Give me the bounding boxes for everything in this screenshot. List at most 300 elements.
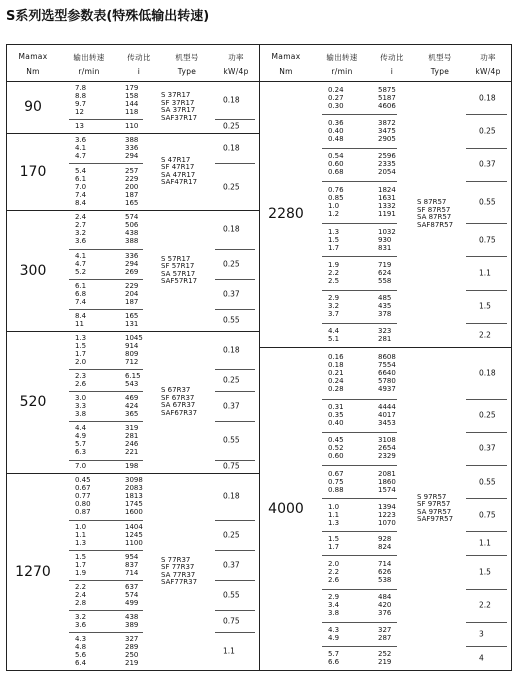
gear-ratio: 165 [125, 312, 139, 321]
gear-ratio: 327 [378, 625, 392, 634]
table-row [75, 199, 138, 207]
table-row [328, 327, 391, 335]
gear-ratio: 435 [378, 302, 392, 311]
power-value: 3 [479, 629, 484, 639]
output-speed: 6.1 [75, 174, 87, 183]
output-speed: 2.0 [75, 358, 87, 367]
output-speed: 1.7 [75, 350, 87, 359]
gear-ratio: 219 [125, 658, 139, 667]
output-speed: 2.6 [75, 380, 87, 389]
output-speed: 2.2 [328, 568, 340, 577]
speed-ratio-rows [75, 167, 138, 207]
gear-ratio: 469 [125, 394, 139, 403]
table-row [75, 252, 138, 260]
model-type: S 47R17 [161, 155, 191, 164]
model-type: SAF77R37 [161, 578, 198, 586]
gear-ratio: 281 [125, 432, 139, 441]
header-mamax: Mamax [271, 52, 301, 61]
table-row [75, 136, 138, 144]
header-speed: 输出转速 [73, 53, 105, 62]
sub-divider [466, 223, 507, 224]
output-speed: 13 [75, 122, 84, 131]
table-row [328, 519, 396, 527]
output-speed: 9.7 [75, 100, 87, 109]
gear-ratio: 2329 [378, 452, 396, 461]
speed-ratio-rows [75, 282, 138, 306]
sub-divider [322, 323, 397, 324]
speed-ratio-rows [328, 593, 391, 617]
output-speed: 3.8 [75, 410, 87, 419]
model-type: S 57R17 [161, 254, 191, 263]
table-row [328, 511, 396, 519]
gear-ratio: 3475 [378, 126, 396, 135]
gear-ratio: 165 [125, 198, 139, 207]
model-type: SF 37R17 [161, 98, 195, 107]
sub-divider [466, 622, 507, 623]
output-speed: 0.24 [328, 85, 344, 94]
output-speed: 1.5 [328, 535, 340, 544]
output-speed: 2.2 [75, 582, 87, 591]
table-row [328, 261, 391, 269]
table-row [328, 127, 396, 135]
sub-divider [69, 460, 143, 461]
table-row [328, 119, 396, 127]
table-row [328, 353, 396, 361]
output-speed: 7.0 [75, 182, 87, 191]
output-speed: 0.30 [328, 101, 344, 110]
table-row [328, 543, 391, 551]
table-row [75, 432, 138, 440]
sub-divider [322, 465, 397, 466]
speed-ratio-rows [75, 523, 143, 547]
table-row [328, 186, 396, 194]
table-row [75, 613, 138, 621]
gear-ratio: 365 [125, 410, 139, 419]
power-value: 2.2 [479, 330, 491, 340]
torque-group [7, 331, 259, 474]
sub-divider [69, 279, 143, 280]
output-speed: 8.4 [75, 198, 87, 207]
gear-ratio: 2905 [378, 134, 396, 143]
output-speed: 2.0 [328, 560, 340, 569]
sub-divider [322, 181, 397, 182]
table-row [328, 650, 391, 658]
header-power: 功率 [228, 53, 244, 62]
speed-ratio-rows [328, 403, 396, 427]
speed-ratio-rows [328, 152, 396, 176]
output-speed: 2.3 [75, 372, 87, 381]
model-types [417, 199, 453, 229]
output-speed: 4.9 [328, 633, 340, 642]
sub-divider [322, 622, 397, 623]
output-speed: 0.40 [328, 126, 344, 135]
gear-ratio: 336 [125, 251, 139, 260]
sub-divider [322, 114, 397, 115]
output-speed: 6.6 [328, 657, 340, 666]
speed-ratio-rows [75, 334, 143, 366]
gear-ratio: 1631 [378, 193, 396, 202]
table-row [75, 108, 138, 116]
table-row [75, 462, 138, 470]
gear-ratio: 1191 [378, 209, 396, 218]
speed-ratio-rows [328, 436, 396, 460]
header-power-unit: kW/4p [475, 67, 501, 76]
model-type: S 97R57 [417, 492, 447, 501]
table-row [75, 183, 138, 191]
gear-ratio: 485 [378, 294, 392, 303]
table-row [75, 402, 138, 410]
gear-ratio: 3098 [125, 476, 143, 485]
sub-divider [322, 498, 397, 499]
power-value: 0.37 [479, 443, 496, 453]
speed-ratio-rows [75, 312, 138, 328]
right-table-header [260, 45, 511, 82]
output-speed: 2.2 [328, 269, 340, 278]
sub-divider [69, 119, 143, 120]
gear-ratio: 287 [378, 633, 392, 642]
output-speed: 4.3 [328, 625, 340, 634]
speed-ratio-rows [75, 462, 138, 470]
output-speed: 7.4 [75, 190, 87, 199]
table-row [328, 419, 396, 427]
gear-ratio: 294 [125, 259, 139, 268]
table-row [328, 302, 391, 310]
power-value: 0.75 [223, 461, 240, 471]
gear-ratio: 187 [125, 297, 139, 306]
sub-divider [215, 632, 255, 633]
output-speed: 2.4 [75, 213, 87, 222]
torque-value: 1270 [15, 563, 51, 580]
speed-ratio-rows [75, 84, 138, 116]
output-speed: 5.4 [75, 166, 87, 175]
gear-ratio: 336 [125, 144, 139, 153]
output-speed: 1.5 [328, 235, 340, 244]
table-row [328, 210, 396, 218]
gear-ratio: 221 [125, 448, 139, 457]
power-value: 0.75 [479, 235, 496, 245]
output-speed: 4.7 [75, 259, 87, 268]
power-value: 1.1 [479, 538, 491, 548]
sub-divider [322, 148, 397, 149]
speed-ratio-rows [328, 86, 396, 110]
page-title: S系列选型参数表(特殊低输出转速) [6, 9, 210, 24]
output-speed: 1.9 [328, 261, 340, 270]
power-value: 1.5 [479, 301, 491, 311]
gear-ratio: 179 [125, 84, 139, 93]
output-speed: 4.4 [328, 326, 340, 335]
table-row [75, 424, 138, 432]
output-speed: 0.85 [328, 193, 344, 202]
table-row [328, 152, 396, 160]
gear-ratio: 626 [378, 568, 392, 577]
sub-divider [466, 465, 507, 466]
power-value: 0.18 [223, 491, 240, 501]
header-mamax: Mamax [18, 52, 48, 61]
output-speed: 12 [75, 108, 84, 117]
table-row [75, 334, 143, 342]
gear-ratio: 954 [125, 552, 139, 561]
power-value: 0.55 [223, 315, 240, 325]
model-type: SA 57R17 [161, 269, 196, 278]
table-row [328, 626, 391, 634]
power-value: 0.25 [223, 121, 240, 131]
speed-ratio-rows [75, 635, 138, 667]
model-type: SA 77R37 [161, 570, 196, 579]
speed-ratio-rows [75, 122, 138, 130]
output-speed: 1.1 [328, 510, 340, 519]
sub-divider [69, 309, 143, 310]
gear-ratio: 930 [378, 235, 392, 244]
speed-ratio-rows [75, 394, 138, 418]
gear-ratio: 4017 [378, 411, 396, 420]
power-value: 0.18 [479, 368, 496, 378]
power-value: 0.25 [223, 259, 240, 269]
sub-divider [322, 531, 397, 532]
model-type: SAF57R17 [161, 277, 198, 285]
table-row [75, 569, 138, 577]
gear-ratio: 558 [378, 277, 392, 286]
output-speed: 0.54 [328, 152, 344, 161]
table-row [75, 175, 138, 183]
model-type: SA 67R37 [161, 401, 196, 409]
sub-divider [69, 369, 143, 370]
torque-group [7, 133, 259, 211]
table-row [328, 194, 396, 202]
gear-ratio: 5187 [378, 93, 396, 102]
table-row [328, 361, 396, 369]
model-type: SF 97R57 [417, 500, 451, 508]
header-nm: Nm [26, 67, 40, 76]
header-power-unit: kW/4p [223, 67, 249, 76]
gear-ratio: 624 [378, 269, 392, 278]
table-row [328, 294, 391, 302]
table-row [328, 601, 391, 609]
output-speed: 0.87 [75, 508, 91, 517]
sub-divider [69, 163, 143, 164]
table-row [328, 403, 396, 411]
sub-divider [215, 279, 255, 280]
sub-divider [215, 119, 255, 120]
sub-divider [69, 391, 143, 392]
power-value: 0.18 [223, 143, 240, 153]
torque-group [7, 473, 259, 670]
gear-ratio: 229 [125, 281, 139, 290]
table-row [328, 385, 396, 393]
sub-divider [322, 399, 397, 400]
table-row [328, 168, 396, 176]
output-speed: 0.35 [328, 411, 344, 420]
table-row [328, 411, 396, 419]
torque-group [7, 210, 259, 332]
model-type: SF 47R17 [161, 163, 195, 171]
output-speed: 4.1 [75, 144, 87, 153]
sub-divider [466, 589, 507, 590]
table-row [75, 508, 143, 516]
model-type: SAF87R57 [417, 220, 454, 229]
table-row [75, 553, 138, 561]
table-row [75, 358, 143, 366]
header-model-unit: Type [430, 67, 450, 76]
speed-ratio-rows [75, 213, 138, 245]
table-row [328, 486, 396, 494]
output-speed: 0.18 [328, 360, 344, 369]
table-row [328, 478, 396, 486]
output-speed: 3.7 [328, 310, 340, 319]
output-speed: 3.6 [75, 620, 87, 629]
output-speed: 3.2 [75, 612, 87, 621]
model-type: S 37R17 [161, 91, 191, 99]
sub-divider [466, 531, 507, 532]
gear-ratio: 928 [378, 535, 392, 544]
torque-group [260, 347, 511, 670]
model-types [161, 557, 197, 587]
header-speed-unit: r/min [331, 67, 353, 76]
gear-ratio: 1032 [378, 227, 396, 236]
model-type: SA 87R57 [417, 213, 452, 221]
table-row [75, 191, 138, 199]
sub-divider [69, 550, 143, 551]
gear-ratio: 6640 [378, 368, 396, 377]
output-speed: 1.7 [328, 543, 340, 552]
speed-ratio-rows [328, 353, 396, 393]
gear-ratio: 3108 [378, 436, 396, 445]
model-type: SF 87R57 [417, 205, 451, 214]
sub-divider [215, 610, 255, 611]
model-type: SA 37R17 [161, 106, 196, 114]
sub-divider [322, 432, 397, 433]
table-row [328, 335, 391, 343]
gear-ratio: 837 [125, 560, 139, 569]
gear-ratio: 110 [125, 122, 139, 131]
table-row [75, 298, 138, 306]
output-speed: 0.67 [328, 469, 344, 478]
table-row [328, 658, 391, 666]
sub-divider [322, 223, 397, 224]
table-row [75, 643, 138, 651]
table-row [75, 621, 138, 629]
table-row [328, 310, 391, 318]
gear-ratio: 327 [125, 634, 139, 643]
output-speed: 0.80 [75, 500, 91, 509]
gear-ratio: 424 [125, 402, 139, 411]
torque-value: 170 [19, 163, 47, 180]
power-value: 0.25 [223, 530, 240, 540]
power-value: 0.37 [223, 401, 240, 411]
model-types [161, 256, 197, 286]
table-row [328, 470, 396, 478]
gear-ratio: 118 [125, 108, 139, 117]
gear-ratio: 824 [378, 543, 392, 552]
gear-ratio: 281 [378, 334, 392, 343]
sub-divider [69, 520, 143, 521]
header-ratio: 传动比 [127, 53, 151, 62]
table-row [75, 342, 143, 350]
gear-ratio: 438 [125, 229, 139, 238]
model-type: SA 97R57 [417, 507, 452, 516]
torque-group [260, 81, 511, 348]
model-type: SF 77R37 [161, 563, 195, 571]
gear-ratio: 719 [378, 261, 392, 270]
gear-ratio: 1332 [378, 201, 396, 210]
output-speed: 2.6 [328, 576, 340, 585]
output-speed: 0.68 [328, 168, 344, 177]
gear-ratio: 831 [378, 243, 392, 252]
sub-divider [322, 646, 397, 647]
table-row [75, 84, 138, 92]
header-power: 功率 [480, 53, 496, 62]
table-row [328, 102, 396, 110]
table-row [75, 122, 138, 130]
gear-ratio: 8608 [378, 352, 396, 361]
gear-ratio: 712 [125, 358, 139, 367]
gear-ratio: 4444 [378, 403, 396, 412]
table-row [328, 269, 391, 277]
gear-ratio: 2654 [378, 444, 396, 453]
speed-ratio-rows [328, 626, 391, 642]
gear-ratio: 246 [125, 440, 139, 449]
power-value: 0.18 [479, 93, 496, 103]
output-speed: 2.8 [75, 598, 87, 607]
output-speed: 0.77 [75, 492, 91, 501]
model-types [417, 494, 453, 524]
output-speed: 3.8 [328, 609, 340, 618]
table-row [75, 237, 138, 245]
speed-ratio-rows [75, 583, 138, 607]
speed-ratio-rows [328, 294, 391, 318]
table-row [328, 94, 396, 102]
gear-ratio: 1745 [125, 500, 143, 509]
output-speed: 5.2 [75, 267, 87, 276]
speed-ratio-rows [328, 261, 391, 285]
table-row [328, 244, 396, 252]
sub-divider [69, 580, 143, 581]
table-row [75, 591, 138, 599]
gear-ratio: 1394 [378, 502, 396, 511]
gear-ratio: 144 [125, 100, 139, 109]
speed-ratio-rows [328, 228, 396, 252]
output-speed: 3.2 [75, 229, 87, 238]
right-table [259, 44, 512, 671]
speed-ratio-rows [75, 136, 138, 160]
output-speed: 1.1 [75, 530, 87, 539]
gear-ratio: 158 [125, 92, 139, 101]
table-row [328, 86, 396, 94]
table-row [75, 100, 138, 108]
table-row [75, 440, 138, 448]
power-value: 0.25 [479, 126, 496, 136]
output-speed: 0.36 [328, 118, 344, 127]
model-type: SAF47R17 [161, 178, 198, 186]
output-speed: 3.3 [75, 402, 87, 411]
torque-value: 2280 [268, 206, 304, 222]
gear-ratio: 420 [378, 601, 392, 610]
gear-ratio: 1100 [125, 538, 143, 547]
speed-ratio-rows [328, 470, 396, 494]
power-value: 0.25 [223, 182, 240, 192]
output-speed: 1.0 [328, 201, 340, 210]
header-model-unit: Type [177, 67, 197, 76]
gear-ratio: 499 [125, 598, 139, 607]
gear-ratio: 378 [378, 310, 392, 319]
output-speed: 1.2 [328, 209, 340, 218]
table-row [75, 523, 143, 531]
sub-divider [215, 309, 255, 310]
gear-ratio: 289 [125, 642, 139, 651]
speed-ratio-rows [328, 503, 396, 527]
output-speed: 4.9 [75, 432, 87, 441]
sub-divider [215, 249, 255, 250]
gear-ratio: 714 [125, 568, 139, 577]
